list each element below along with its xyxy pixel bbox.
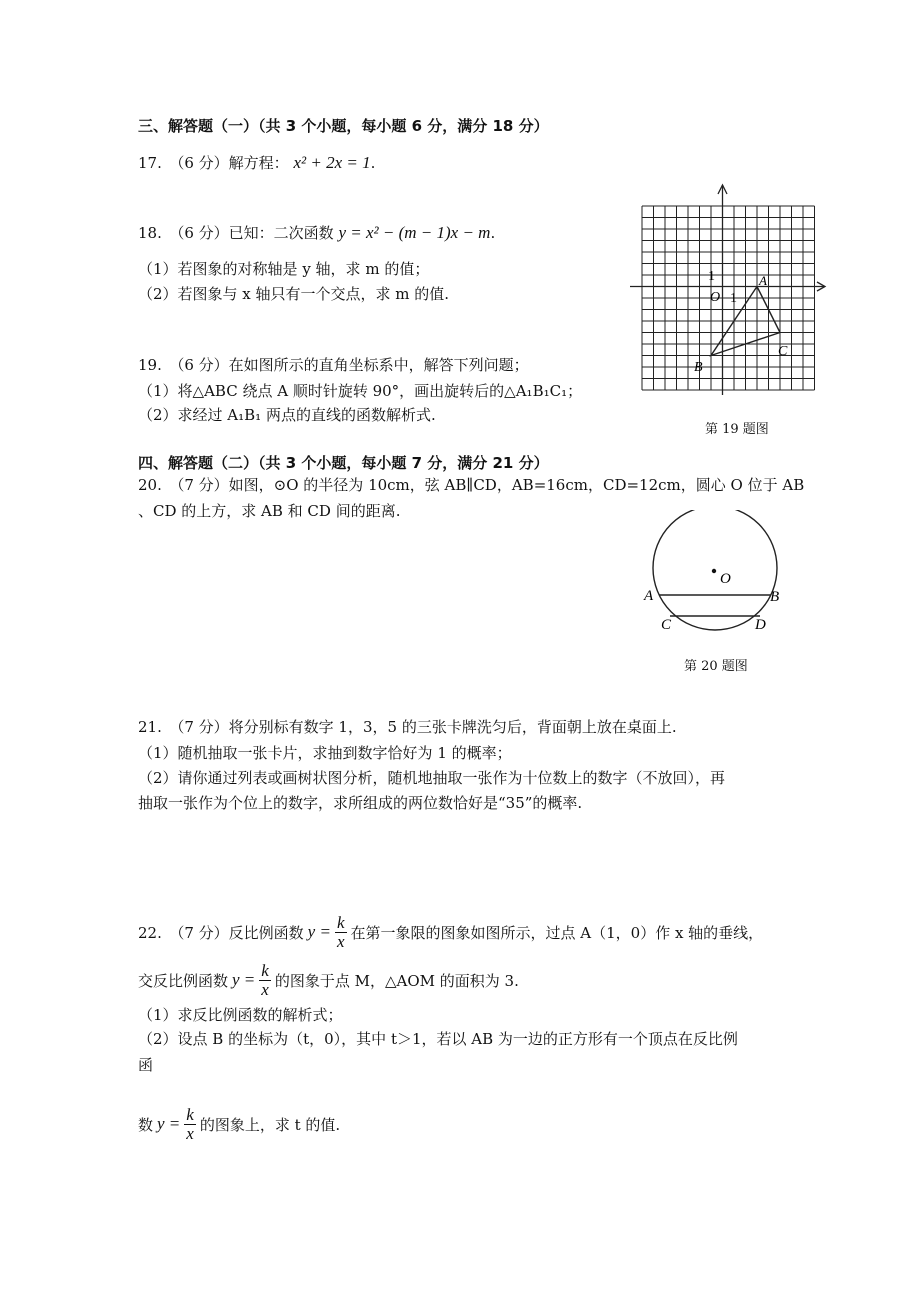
question-18-part-2: （2）若图象与 x 轴只有一个交点，求 m 的值. — [138, 285, 450, 303]
question-22-line-2-rest: 的图象于点 M，△AOM 的面积为 3. — [274, 971, 519, 990]
figure-20-caption: 第 20 题图 — [684, 659, 748, 674]
question-19-text: 19. （6 分）在如图所示的直角坐标系中，解答下列问题； — [138, 356, 529, 374]
fraction-denominator: x — [261, 979, 269, 999]
section-3-title: 三、解答题（一）（共 3 个小题，每小题 6 分，满分 18 分） — [138, 117, 549, 135]
label-point-a: A — [759, 273, 767, 288]
question-22-line-2 — [138, 958, 519, 1002]
question-22-intro: 22. （7 分）反比例函数 — [138, 923, 304, 942]
label-x-unit: 1 — [730, 291, 737, 306]
fraction-numerator: k — [186, 1104, 194, 1124]
figure-19-coordinate-grid — [620, 180, 835, 400]
question-20-line-2: 、CD 的上方，求 AB 和 CD 间的距离. — [138, 502, 401, 520]
question-18-text: 18. （6 分）已知：二次函数 — [138, 224, 334, 242]
question-21-part-1: （1）随机抽取一张卡片，求抽到数字恰好为 1 的概率； — [138, 744, 512, 762]
fraction-numerator: k — [261, 960, 269, 980]
label-origin: O — [710, 290, 721, 305]
label-y-unit: 1 — [708, 269, 715, 284]
question-19-part-1: （1）将△ABC 绕点 A 顺时针旋转 90°，画出旋转后的△A₁B₁C₁； — [138, 382, 583, 400]
label-point-a: A — [644, 588, 654, 604]
label-point-d: D — [755, 617, 766, 633]
question-17-equation: x² + 2x = 1 — [293, 153, 371, 172]
figure-19-caption: 第 19 题图 — [705, 422, 769, 437]
fraction-k-over-x-2 — [259, 962, 271, 999]
fraction-k-over-x-1 — [335, 914, 347, 951]
question-21-part-2: （2）请你通过列表或画树状图分析，随机地抽取一张作为十位数上的数字（不放回），再 — [138, 769, 726, 787]
question-22-y-eq-1: y = — [307, 922, 331, 941]
question-22-line-1-rest: 在第一象限的图象如图所示，过点 A（1，0）作 x 轴的垂线， — [350, 923, 764, 942]
question-22-y-eq-3: y = — [157, 1114, 181, 1133]
label-point-c: C — [778, 344, 788, 359]
question-22-line-2-start: 交反比例函数 — [138, 971, 229, 990]
label-center-o: O — [720, 571, 731, 587]
fraction-denominator: x — [336, 931, 345, 951]
question-22-part-2: （2）设点 B 的坐标为（t，0），其中 t＞1，若以 AB 为一边的正方形有一个顶点在反比例 — [138, 1030, 738, 1048]
question-22-last-rest: 的图象上，求 t 的值. — [199, 1115, 341, 1134]
question-19-part-2: （2）求经过 A₁B₁ 两点的直线的函数解析式. — [138, 406, 436, 424]
question-17-text: 17. （6 分）解方程： — [138, 154, 289, 172]
question-20-line-1: 20. （7 分）如图，⊙O 的半径为 10cm，弦 AB∥CD，AB=16cm，CD=12cm，圆心 O 位于 AB — [138, 476, 805, 494]
label-point-b: B — [694, 360, 703, 375]
question-18-end: . — [490, 224, 496, 242]
question-21-part-3: 抽取一张作为个位上的数字，求所组成的两位数恰好是“35”的概率. — [138, 794, 583, 812]
figure-20-circle — [635, 510, 795, 640]
question-22-line-1 — [138, 910, 763, 954]
label-point-b: B — [770, 589, 780, 605]
fraction-numerator: k — [336, 912, 345, 932]
grid-lines — [642, 206, 815, 390]
question-18-part-1: （1）若图象的对称轴是 y 轴，求 m 的值； — [138, 260, 430, 278]
question-22-last-start: 数 — [138, 1115, 154, 1134]
question-21-text: 21. （7 分）将分别标有数字 1，3，5 的三张卡牌洗匀后，背面朝上放在桌面上. — [138, 718, 677, 736]
fraction-k-over-x-3 — [184, 1106, 196, 1143]
question-22-last-line — [138, 1102, 340, 1146]
question-18-equation: y = x² − (m − 1)x − m — [338, 223, 491, 242]
question-17 — [138, 152, 375, 174]
question-18 — [138, 222, 495, 244]
question-22-y-eq-2: y = — [232, 970, 256, 989]
section-4-title: 四、解答题（二）（共 3 个小题，每小题 7 分，满分 21 分） — [138, 454, 549, 472]
label-point-c: C — [661, 617, 672, 633]
fraction-denominator: x — [186, 1123, 194, 1143]
question-22-part-2-wrap: 函 — [138, 1056, 154, 1074]
question-22-part-1: （1）求反比例函数的解析式； — [138, 1006, 343, 1024]
question-17-end: . — [370, 154, 376, 172]
center-point-o — [712, 569, 716, 573]
